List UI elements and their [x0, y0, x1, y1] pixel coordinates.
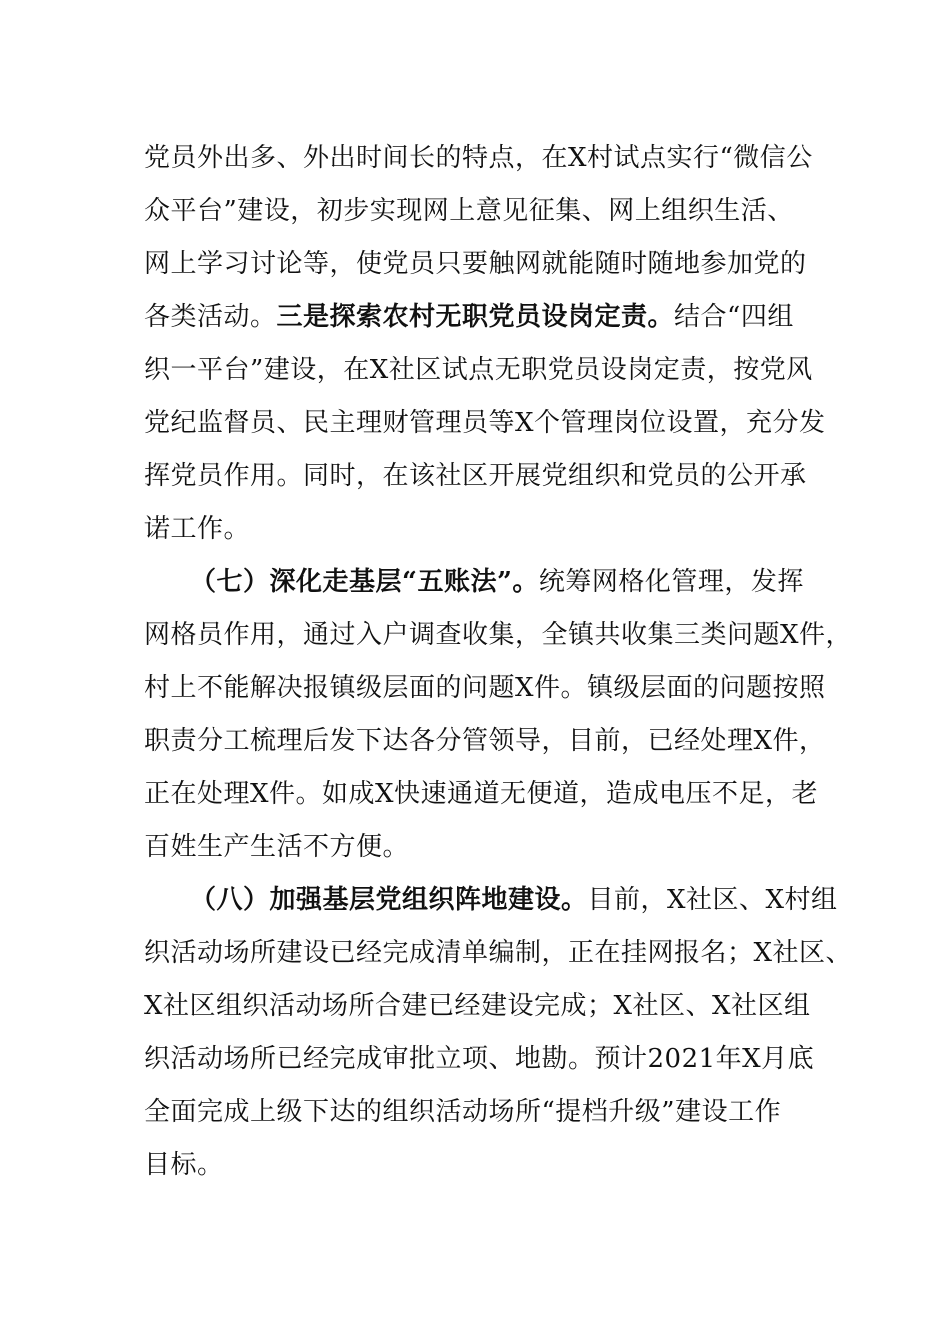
paragraph-1-bold-point: 三是探索农村无职党员设岗定责。 [276, 302, 675, 332]
paragraph-2-line-5: 正在处理X件。如成X快速通道无便道，造成电压不足，老 [144, 779, 819, 809]
paragraph-2-line-1-tail: 统筹网格化管理，发挥 [538, 567, 804, 597]
paragraph-3-line-3: X社区组织活动场所合建已经建设完成；X社区、X社区组 [144, 991, 811, 1021]
paragraph-1-line-1: 党员外出多、外出时间长的特点，在X村试点实行“微信公 [144, 143, 813, 173]
paragraph-2-line-6: 百姓生产生活不方便。 [144, 832, 410, 862]
paragraph-1-line-4-tail: 结合“四组 [674, 302, 794, 332]
paragraph-3-line-5: 全面完成上级下达的组织活动场所“提档升级”建设工作 [144, 1097, 782, 1127]
paragraph-2-line-3: 村上不能解决报镇级层面的问题X件。镇级层面的问题按照 [144, 673, 826, 703]
paragraph-1-line-3: 网上学习讨论等，使党员只要触网就能随时随地参加党的 [144, 249, 807, 279]
paragraph-3-line-4: 织活动场所已经完成审批立项、地勘。预计2021年X月底 [144, 1044, 815, 1074]
paragraph-1-line-8: 诺工作。 [144, 514, 251, 544]
paragraph-3-line-2: 织活动场所建设已经完成清单编制，正在挂网报名；X社区、 [144, 938, 853, 968]
paragraph-1-line-4 [144, 297, 794, 337]
section-heading-7: （七）深化走基层“五账法”。 [190, 567, 539, 597]
paragraph-2-line-4: 职责分工梳理后发下达各分管领导，目前，已经处理X件， [144, 726, 826, 756]
paragraph-1-line-5: 织一平台”建设，在X社区试点无职党员设岗定责，按党风 [144, 355, 813, 385]
paragraph-1-line-6: 党纪监督员、民主理财管理员等X个管理岗位设置，充分发 [144, 408, 826, 438]
paragraph-3-line-6: 目标。 [144, 1150, 224, 1180]
paragraph-2-line-2: 网格员作用，通过入户调查收集，全镇共收集三类问题X件， [144, 620, 853, 650]
paragraph-1-line-2: 众平台”建设，初步实现网上意见征集、网上组织生活、 [144, 196, 794, 226]
paragraph-2-line-1 [190, 562, 804, 602]
paragraph-3-line-1 [190, 880, 838, 920]
paragraph-3-line-1-tail: 目前，X社区、X村组 [587, 885, 838, 915]
paragraph-1-line-4-text: 各类活动。 [144, 302, 277, 332]
paragraph-1-line-7: 挥党员作用。同时，在该社区开展党组织和党员的公开承 [144, 461, 807, 491]
section-heading-8: （八）加强基层党组织阵地建设。 [190, 885, 588, 915]
